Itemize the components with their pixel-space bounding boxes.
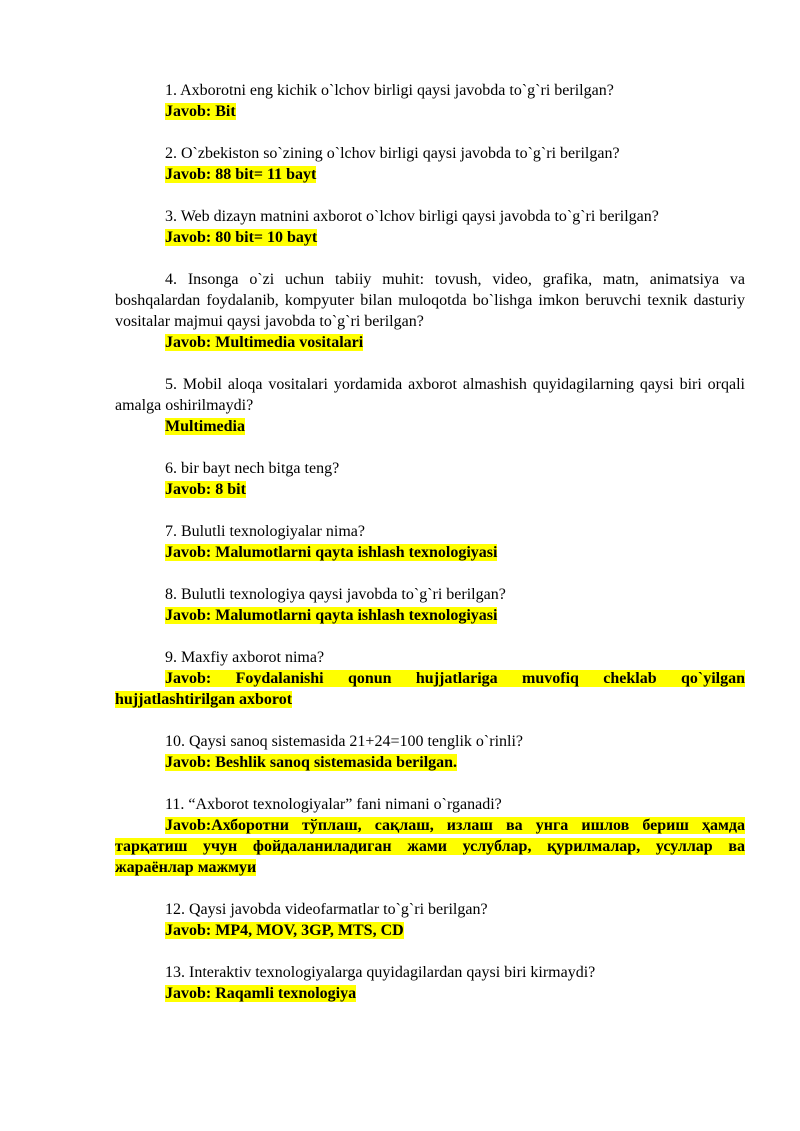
- qa-item: [115, 794, 745, 878]
- question-text: 3. Web dizayn matnini axborot o`lchov birligi qaysi javobda to`g`ri berilgan?: [165, 208, 659, 225]
- answer-text: [115, 920, 745, 941]
- qa-item: [115, 731, 745, 773]
- question-text: 9. Maxfiy axborot nima?: [165, 649, 325, 666]
- qa-item: [115, 458, 745, 500]
- qa-item: [115, 647, 745, 710]
- answer-text: [115, 752, 745, 773]
- answer-text: [115, 332, 745, 353]
- question-text: 2. O`zbekiston so`zining o`lchov birligi qaysi javobda to`g`ri berilgan?: [165, 145, 620, 162]
- qa-item: [115, 521, 745, 563]
- answer-text: [115, 227, 745, 248]
- qa-item: [115, 584, 745, 626]
- answer-text: [115, 101, 745, 122]
- question-text: 6. bir bayt nech bitga teng?: [165, 460, 340, 477]
- question-text: 7. Bulutli texnologiyalar nima?: [165, 523, 365, 540]
- question-text: 11. “Axborot texnologiyalar” fani nimani o`rganadi?: [165, 796, 502, 813]
- qa-item: [115, 143, 745, 185]
- answer-highlight: Javob: MP4, MOV, 3GP, MTS, CD: [165, 922, 404, 939]
- answer-highlight: Javob:Ахборотни тўплаш, сақлаш, излаш ва унга ишлов бериш ҳамда тарқатиш учун фойдаланиладиган жами услублар, қурилмалар, усуллар ва жараёнлар мажмуи: [115, 817, 745, 876]
- question-text: 12. Qaysi javobda videofarmatlar to`g`ri berilgan?: [165, 901, 488, 918]
- answer-highlight: Javob: Malumotlarni qayta ishlash texnologiyasi: [165, 544, 498, 561]
- answer-text: [115, 542, 745, 563]
- question-text: 8. Bulutli texnologiya qaysi javobda to`g`ri berilgan?: [165, 586, 506, 603]
- answer-highlight: Javob: Foydalanishi qonun hujjatlariga muvofiq cheklab qo`yilgan hujjatlashtirilgan axborot: [115, 670, 745, 708]
- answer-text: [115, 815, 745, 878]
- answer-text: [115, 479, 745, 500]
- qa-item: [115, 80, 745, 122]
- qa-item: [115, 374, 745, 437]
- qa-item: [115, 962, 745, 1004]
- answer-highlight: Javob: Malumotlarni qayta ishlash texnologiyasi: [165, 607, 498, 624]
- answer-highlight: Javob: Bit: [165, 103, 236, 120]
- answer-highlight: Javob: Raqamli texnologiya: [165, 985, 357, 1002]
- qa-item: [115, 269, 745, 353]
- question-text: 10. Qaysi sanoq sistemasida 21+24=100 tenglik o`rinli?: [165, 733, 523, 750]
- qa-item: [115, 899, 745, 941]
- answer-highlight: Javob: 80 bit= 10 bayt: [165, 229, 318, 246]
- answer-text: [115, 668, 745, 710]
- answer-highlight: Javob: 8 bit: [165, 481, 246, 498]
- answer-highlight: Javob: 88 bit= 11 bayt: [165, 166, 317, 183]
- answer-text: [115, 164, 745, 185]
- answer-text: [115, 605, 745, 626]
- question-text: 4. Insonga o`zi uchun tabiiy muhit: tovush, video, grafika, matn, animatsiya va boshqalardan foydalanib, kompyuter bilan muloqotda bo`lishga imkon beruvchi texnik dasturiy vositalar majmui qaysi javobda to`g`ri berilgan?: [115, 271, 745, 330]
- question-text: 5. Mobil aloqa vositalari yordamida axborot almashish quyidagilarning qaysi biri orqali amalga oshirilmaydi?: [115, 376, 745, 414]
- answer-highlight: Javob: Multimedia vositalari: [165, 334, 364, 351]
- answer-text: [115, 416, 745, 437]
- question-text: 13. Interaktiv texnologiyalarga quyidagilardan qaysi biri kirmaydi?: [165, 964, 596, 981]
- answer-text: [115, 983, 745, 1004]
- answer-highlight: Multimedia: [165, 418, 245, 435]
- answer-highlight: Javob: Beshlik sanoq sistemasida berilgan.: [165, 754, 458, 771]
- qa-item: [115, 206, 745, 248]
- question-text: 1. Axborotni eng kichik o`lchov birligi qaysi javobda to`g`ri berilgan?: [165, 82, 614, 99]
